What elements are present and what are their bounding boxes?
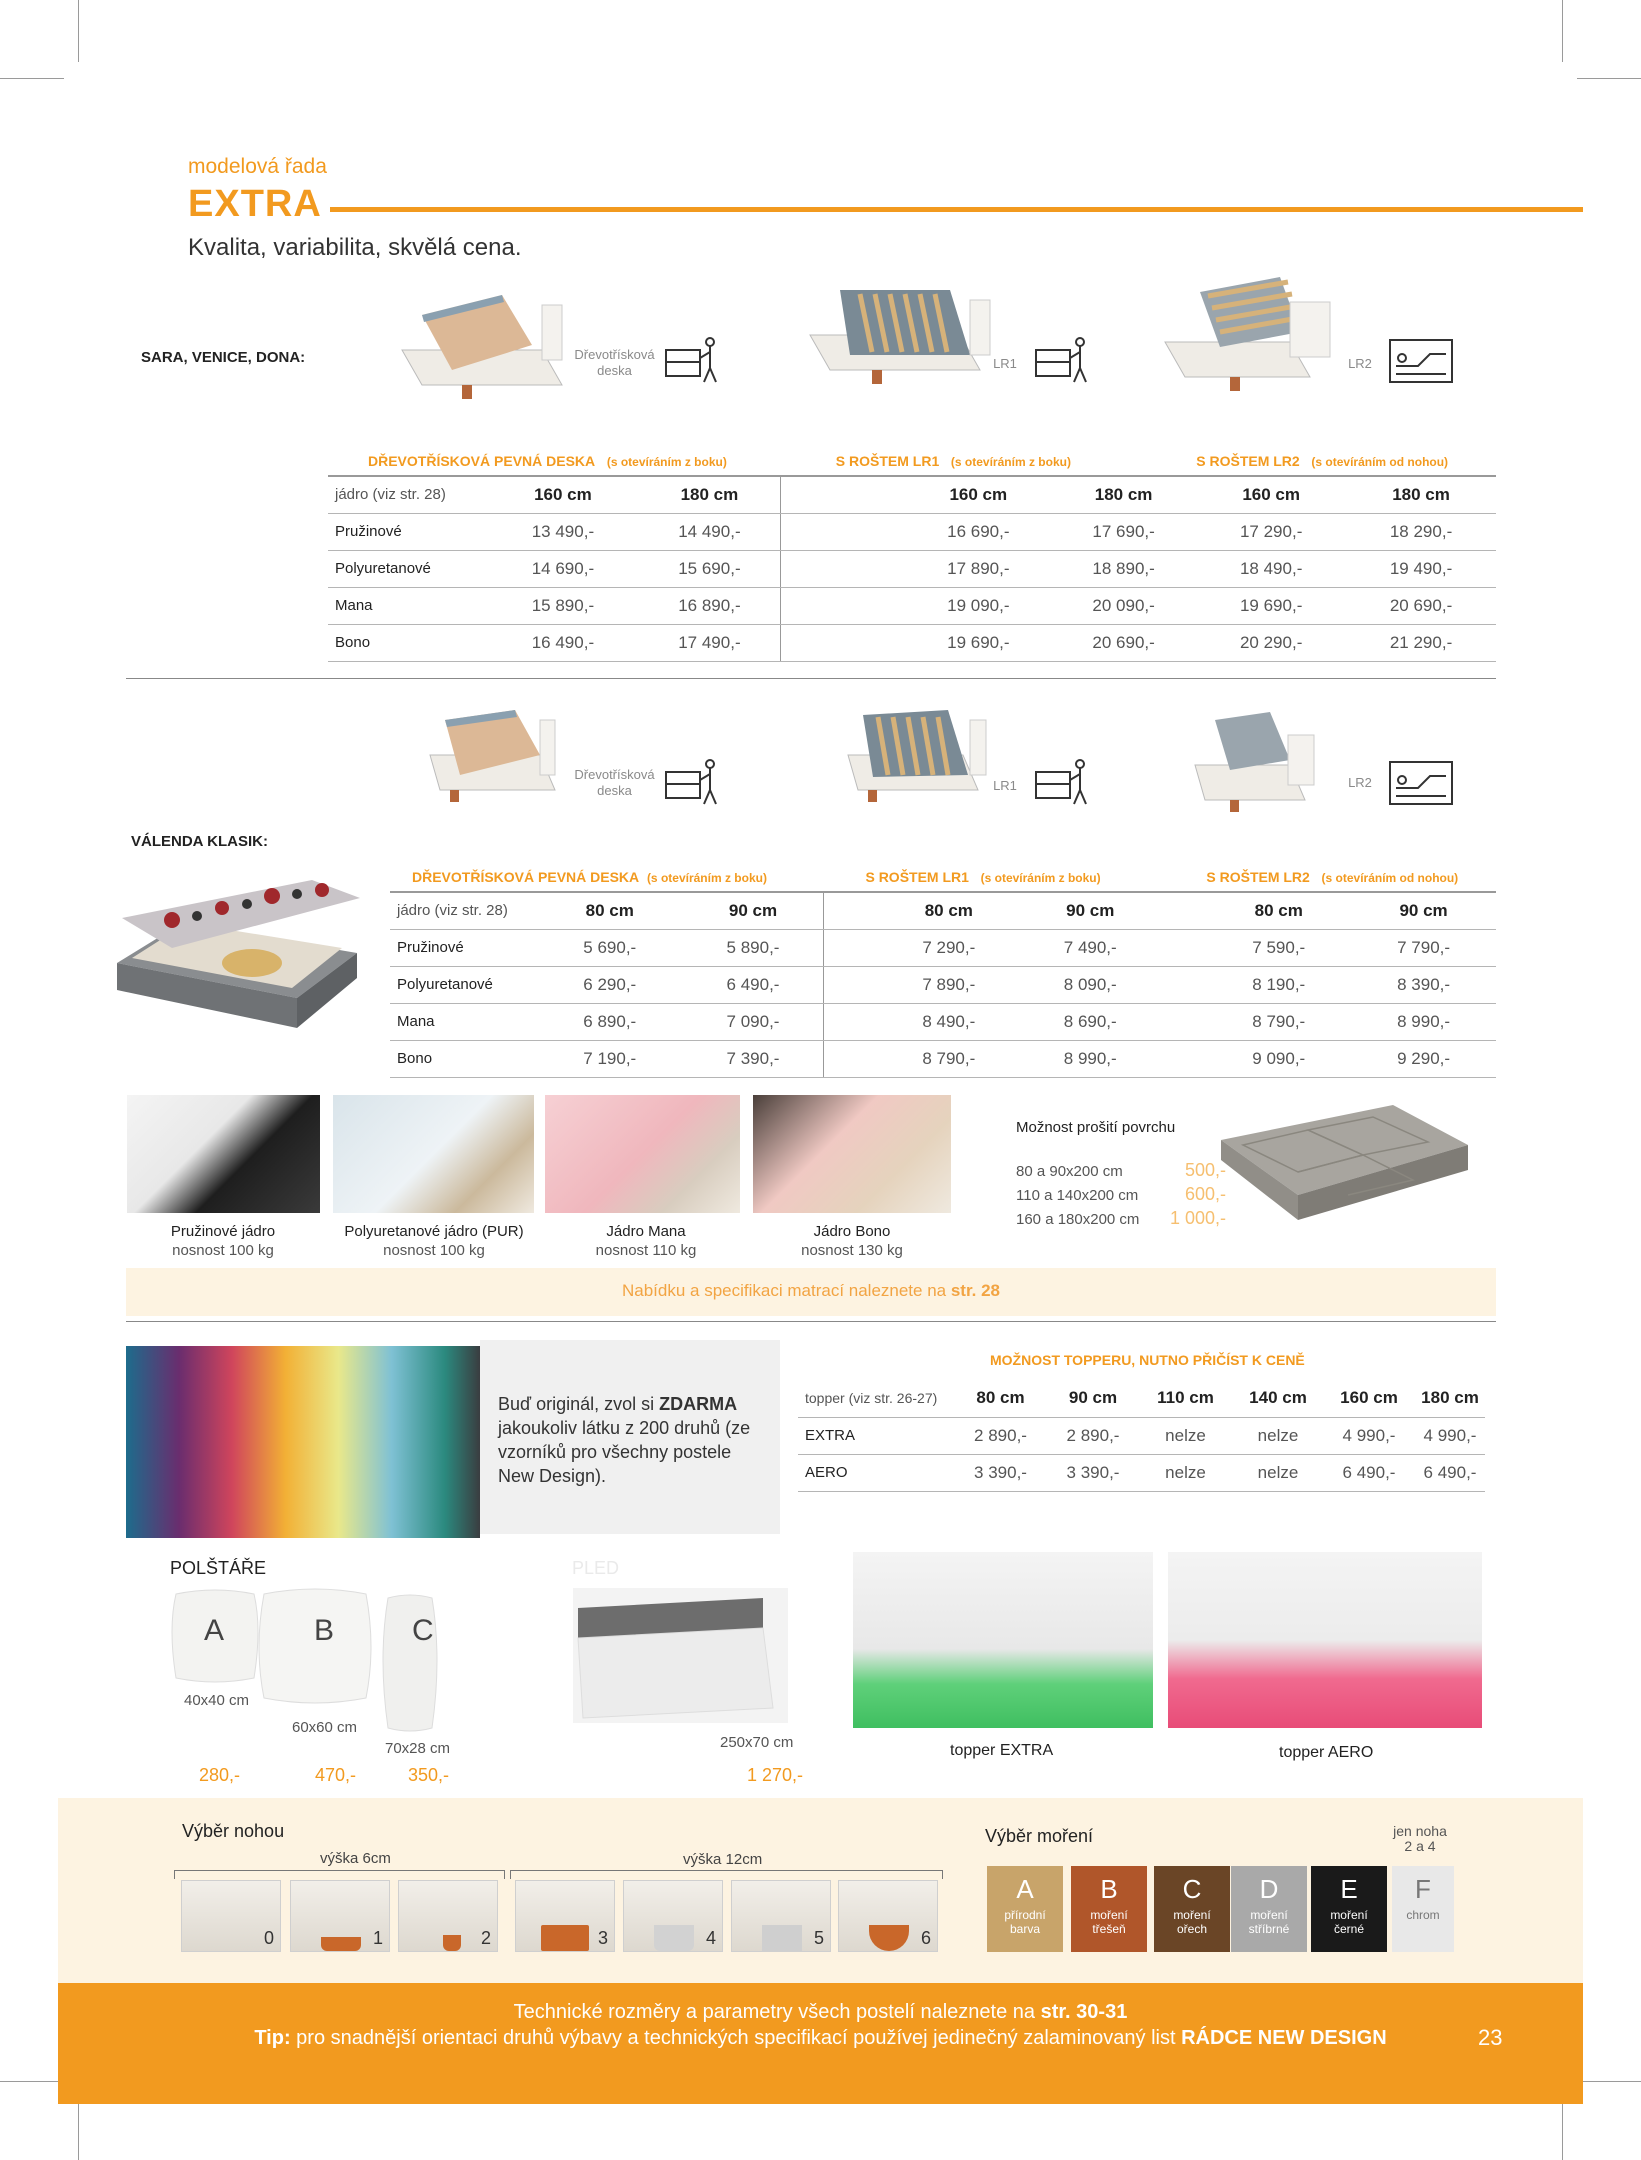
crop-mark xyxy=(78,0,79,62)
group-header-desk: DŘEVOTŘÍSKOVÁ PEVNÁ DESKA (s otevíráním z boku) xyxy=(328,446,781,476)
mattress-image-bono xyxy=(753,1095,951,1213)
group-header-lr1: S ROŠTEM LR1 (s otevíráním z boku) xyxy=(823,862,1206,892)
leg-option[interactable]: 3 xyxy=(515,1880,615,1952)
valenda-image-lr2 xyxy=(1190,710,1320,820)
mattress-image-pur xyxy=(333,1095,534,1213)
price-table-valenda xyxy=(390,862,1496,1078)
table-header-row: topper (viz str. 26-27) 80 cm 90 cm 110 cm 140 cm 160 cm 180 cm xyxy=(798,1380,1485,1417)
stain-swatch[interactable]: A přírodní barva xyxy=(987,1866,1063,1952)
leg-option[interactable]: 0 xyxy=(181,1880,281,1952)
legs-bracket xyxy=(174,1870,505,1879)
table-row: Polyuretanové 6 290,- 6 490,- 7 890,- 8 090,- 8 190,- 8 390,- xyxy=(390,966,1496,1003)
group-header-lr1: S ROŠTEM LR1 (s otevíráním z boku) xyxy=(781,446,1196,476)
crop-mark xyxy=(1562,0,1563,62)
stain-swatch[interactable]: C moření ořech xyxy=(1154,1866,1230,1952)
pillow-price: 280,- xyxy=(199,1765,241,1785)
throw-price: 1 270,- xyxy=(747,1765,804,1785)
stain-swatch[interactable]: F chrom xyxy=(1392,1866,1454,1952)
valenda-product-image xyxy=(112,878,362,1028)
leg-option[interactable]: 6 xyxy=(838,1880,938,1952)
legs-group-label: výška 6cm xyxy=(320,1850,391,1867)
crop-mark xyxy=(0,2081,64,2082)
stain-swatch[interactable]: E moření černé xyxy=(1311,1866,1387,1952)
legs-title: Výběr nohou xyxy=(182,1821,285,1841)
pillow-letter: C xyxy=(412,1614,434,1647)
table-row: Pružinové 5 690,- 5 890,- 7 290,- 7 490,- 7 590,- 7 790,- xyxy=(390,929,1496,966)
table-header-row: jádro (viz str. 28) 160 cm 180 cm 160 cm 180 cm 160 cm 180 cm xyxy=(328,476,1496,513)
section-label-sara: SARA, VENICE, DONA: xyxy=(141,349,306,366)
throw-image xyxy=(573,1588,788,1723)
stain-swatch[interactable]: B moření třešeň xyxy=(1071,1866,1147,1952)
crop-mark xyxy=(1577,78,1641,79)
section-divider xyxy=(126,678,1496,679)
mattress-card: Pružinové jádro nosnost 100 kg xyxy=(170,1223,276,1259)
bed-image-lr2 xyxy=(1160,272,1340,402)
table-row: AERO 3 390,- 3 390,- nelze nelze 6 490,- 6 490,- xyxy=(798,1454,1485,1491)
footer-line-2: Tip: pro snadnější orientaci druhů výbavy a technických specifikací používej jedinečný zalaminovaný list RÁDCE NEW DESIGN xyxy=(254,2027,1387,2049)
legs-group-label: výška 12cm xyxy=(683,1851,763,1868)
group-header-desk: DŘEVOTŘÍSKOVÁ PEVNÁ DESKA (s otevíráním z boku) xyxy=(390,862,823,892)
footer-bar xyxy=(58,1983,1583,2104)
fabric-text: Buď originál, zvol si ZDARMA jakoukoliv látku z 200 druhů (ze vzorníků pro všechny postele New Design). xyxy=(498,1394,751,1486)
desk-label-2: Dřevotřísková deska xyxy=(574,767,655,798)
pillow-size: 60x60 cm xyxy=(292,1719,358,1736)
leg-option[interactable]: 1 xyxy=(290,1880,390,1952)
pillows-image xyxy=(170,1588,470,1738)
lift-lr1-icon xyxy=(1034,758,1090,808)
footer-line-1: Technické rozměry a parametry všech postelí naleznete na str. 30-31 xyxy=(513,2001,1128,2023)
pillow-size: 40x40 cm xyxy=(184,1692,250,1709)
section-divider xyxy=(126,1321,1496,1322)
throw-size: 250x70 cm xyxy=(720,1734,794,1751)
lift-desk-icon xyxy=(664,336,720,386)
lr2-label: LR2 xyxy=(1348,356,1372,371)
bed-image-lr1 xyxy=(800,280,1000,400)
table-row: EXTRA 2 890,- 2 890,- nelze nelze 4 990,- 4 990,- xyxy=(798,1417,1485,1454)
stain-swatch[interactable]: D moření stříbrné xyxy=(1231,1866,1307,1952)
bed-lift-foot-icon xyxy=(1388,758,1456,808)
series-kicker: modelová řada xyxy=(188,155,327,178)
mattress-card: Polyuretanové jádro (PUR) nosnost 100 kg xyxy=(344,1223,524,1259)
tagline: Kvalita, variabilita, skvělá cena. xyxy=(188,234,522,261)
lr1-label-2: LR1 xyxy=(993,778,1017,793)
quilting-sizes: 80 a 90x200 cm 110 a 140x200 cm 160 a 180x200 cm xyxy=(1016,1163,1140,1228)
crop-mark xyxy=(78,2098,79,2160)
quilting-title: Možnost prošití povrchu xyxy=(1016,1119,1176,1136)
pillow-price: 350,- xyxy=(408,1765,450,1785)
page-title: EXTRA xyxy=(188,183,322,225)
pillow-letter: A xyxy=(204,1614,225,1647)
title-rule xyxy=(330,207,1583,212)
legs-bracket xyxy=(510,1870,943,1879)
pillow-letter: B xyxy=(314,1614,335,1647)
table-row: Mana 15 890,- 16 890,- 19 090,- 20 090,- 19 690,- 20 690,- xyxy=(328,587,1496,624)
leg-option[interactable]: 5 xyxy=(731,1880,831,1952)
group-header-lr2: S ROŠTEM LR2 (s otevíráním od nohou) xyxy=(1206,862,1496,892)
crop-mark xyxy=(1577,2081,1641,2082)
topper-aero-image xyxy=(1168,1552,1482,1728)
fabric-swatches-image xyxy=(126,1346,480,1538)
table-row: Bono 16 490,- 17 490,- 19 690,- 20 690,- 20 290,- 21 290,- xyxy=(328,624,1496,661)
topper-table xyxy=(798,1380,1485,1492)
mattress-card: Jádro Mana nosnost 110 kg xyxy=(595,1223,697,1259)
lr1-label: LR1 xyxy=(993,356,1017,371)
table-row: Bono 7 190,- 7 390,- 8 790,- 8 990,- 9 090,- 9 290,- xyxy=(390,1040,1496,1077)
desk-label: Dřevotřísková deska xyxy=(574,347,655,378)
topper-caption: topper EXTRA xyxy=(950,1742,1054,1759)
quilting-prices: 500,- 600,- 1 000,- xyxy=(1169,1160,1226,1228)
page-number: 23 xyxy=(1478,2025,1503,2050)
quilted-mattress-image xyxy=(1213,1100,1475,1256)
table-row: Pružinové 13 490,- 14 490,- 16 690,- 17 690,- 17 290,- 18 290,- xyxy=(328,513,1496,550)
price-table-sara xyxy=(328,446,1496,662)
lift-lr1-icon xyxy=(1034,336,1090,386)
pillows-title: POLŠTÁŘE xyxy=(170,1558,267,1578)
pillow-price: 470,- xyxy=(315,1765,357,1785)
mattress-image-spring xyxy=(127,1095,320,1213)
leg-option[interactable]: 4 xyxy=(623,1880,723,1952)
mattress-note: Nabídku a specifikaci matrací naleznete na str. 28 xyxy=(622,1281,1000,1300)
table-row: Polyuretanové 14 690,- 15 690,- 17 890,- 18 890,- 18 490,- 19 490,- xyxy=(328,550,1496,587)
table-header-row: jádro (viz str. 28) 80 cm 90 cm 80 cm 90 cm 80 cm 90 cm xyxy=(390,892,1496,929)
mattress-card: Jádro Bono nosnost 130 kg xyxy=(801,1223,903,1259)
mattress-image-mana xyxy=(545,1095,740,1213)
valenda-image-lr1 xyxy=(838,705,998,805)
crop-mark xyxy=(0,78,64,79)
stains-title: Výběr moření xyxy=(985,1826,1094,1846)
table-row: Mana 6 890,- 7 090,- 8 490,- 8 690,- 8 790,- 8 990,- xyxy=(390,1003,1496,1040)
topper-caption: topper AERO xyxy=(1279,1744,1374,1761)
topper-extra-image xyxy=(853,1552,1153,1728)
stains-note: jen noha 2 a 4 xyxy=(1393,1823,1447,1854)
lr2-label-2: LR2 xyxy=(1348,775,1372,790)
group-header-lr2: S ROŠTEM LR2 (s otevíráním od nohou) xyxy=(1196,446,1496,476)
topper-title: MOŽNOST TOPPERU, NUTNO PŘIČÍST K CENĚ xyxy=(990,1352,1305,1368)
throw-title: PLED xyxy=(572,1558,620,1578)
section-label-valenda: VÁLENDA KLASIK: xyxy=(131,833,268,850)
bed-image-desk xyxy=(392,290,572,405)
bed-lift-foot-icon xyxy=(1388,336,1456,386)
lift-desk-icon xyxy=(664,758,720,808)
pillow-size: 70x28 cm xyxy=(385,1740,451,1757)
leg-option[interactable]: 2 xyxy=(398,1880,498,1952)
crop-mark xyxy=(1562,2098,1563,2160)
valenda-image-desk xyxy=(420,705,570,805)
